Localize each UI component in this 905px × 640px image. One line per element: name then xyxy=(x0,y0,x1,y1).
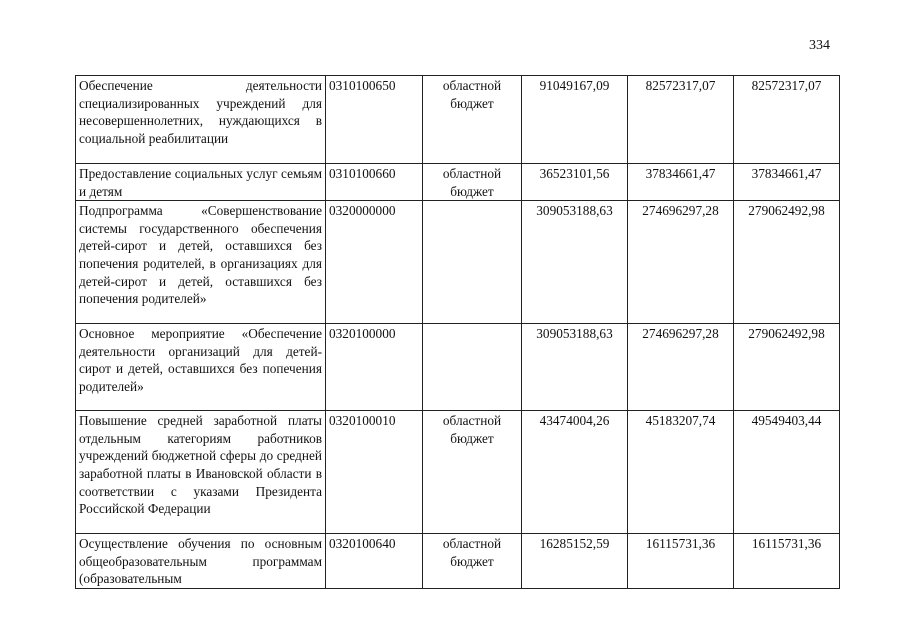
table-row xyxy=(76,324,840,411)
amount-year2-cell: 274696297,28 xyxy=(628,201,734,324)
table-row xyxy=(76,534,840,589)
amount-year1-cell: 309053188,63 xyxy=(522,201,628,324)
budget-code-cell: 0310100660 xyxy=(326,164,423,201)
amount-year3-cell: 16115731,36 xyxy=(734,534,840,589)
amount-year3-cell: 82572317,07 xyxy=(734,76,840,164)
activity-name-cell: Осуществление обучения по основным общеобразовательным программам (образовательным xyxy=(76,534,326,589)
amount-year3-cell: 279062492,98 xyxy=(734,201,840,324)
amount-year1-cell: 309053188,63 xyxy=(522,324,628,411)
amount-year1-cell: 91049167,09 xyxy=(522,76,628,164)
table-row xyxy=(76,76,840,164)
table-row xyxy=(76,164,840,201)
amount-year2-cell: 82572317,07 xyxy=(628,76,734,164)
budget-table xyxy=(75,75,840,589)
activity-name-cell: Подпрограмма «Совершенствование системы государственного обеспечения детей-сирот и детей, оставшихся без попечения родителей, в организациях для детей-сирот и детей, оставшихся без попечения родителей» xyxy=(76,201,326,324)
page-number: 334 xyxy=(809,38,830,53)
funding-source-cell: областной бюджет xyxy=(423,411,522,534)
budget-code-cell: 0320100640 xyxy=(326,534,423,589)
funding-source-cell: областной бюджет xyxy=(423,164,522,201)
amount-year2-cell: 16115731,36 xyxy=(628,534,734,589)
table-row xyxy=(76,411,840,534)
amount-year2-cell: 45183207,74 xyxy=(628,411,734,534)
budget-code-cell: 0320100000 xyxy=(326,324,423,411)
funding-source-cell: областной бюджет xyxy=(423,534,522,589)
amount-year1-cell: 36523101,56 xyxy=(522,164,628,201)
amount-year3-cell: 37834661,47 xyxy=(734,164,840,201)
activity-name-cell: Предоставление социальных услуг семьям и детям xyxy=(76,164,326,201)
table-row xyxy=(76,201,840,324)
budget-code-cell: 0310100650 xyxy=(326,76,423,164)
amount-year2-cell: 274696297,28 xyxy=(628,324,734,411)
activity-name-cell: Основное мероприятие «Обеспечение деятельности организаций для детей-сирот и детей, оставшихся без попечения родителей» xyxy=(76,324,326,411)
amount-year1-cell: 43474004,26 xyxy=(522,411,628,534)
funding-source-cell xyxy=(423,324,522,411)
activity-name-cell: Повышение средней заработной платы отдельным категориям работников учреждений бюджетной сферы до средней заработной платы в Ивановской области в соответствии с указами Президента Российской Федерации xyxy=(76,411,326,534)
amount-year1-cell: 16285152,59 xyxy=(522,534,628,589)
funding-source-cell: областной бюджет xyxy=(423,76,522,164)
amount-year3-cell: 279062492,98 xyxy=(734,324,840,411)
amount-year3-cell: 49549403,44 xyxy=(734,411,840,534)
budget-code-cell: 0320100010 xyxy=(326,411,423,534)
amount-year2-cell: 37834661,47 xyxy=(628,164,734,201)
activity-name-cell: Обеспечение деятельности специализированных учреждений для несовершеннолетних, нуждающихся в социальной реабилитации xyxy=(76,76,326,164)
funding-source-cell xyxy=(423,201,522,324)
budget-code-cell: 0320000000 xyxy=(326,201,423,324)
